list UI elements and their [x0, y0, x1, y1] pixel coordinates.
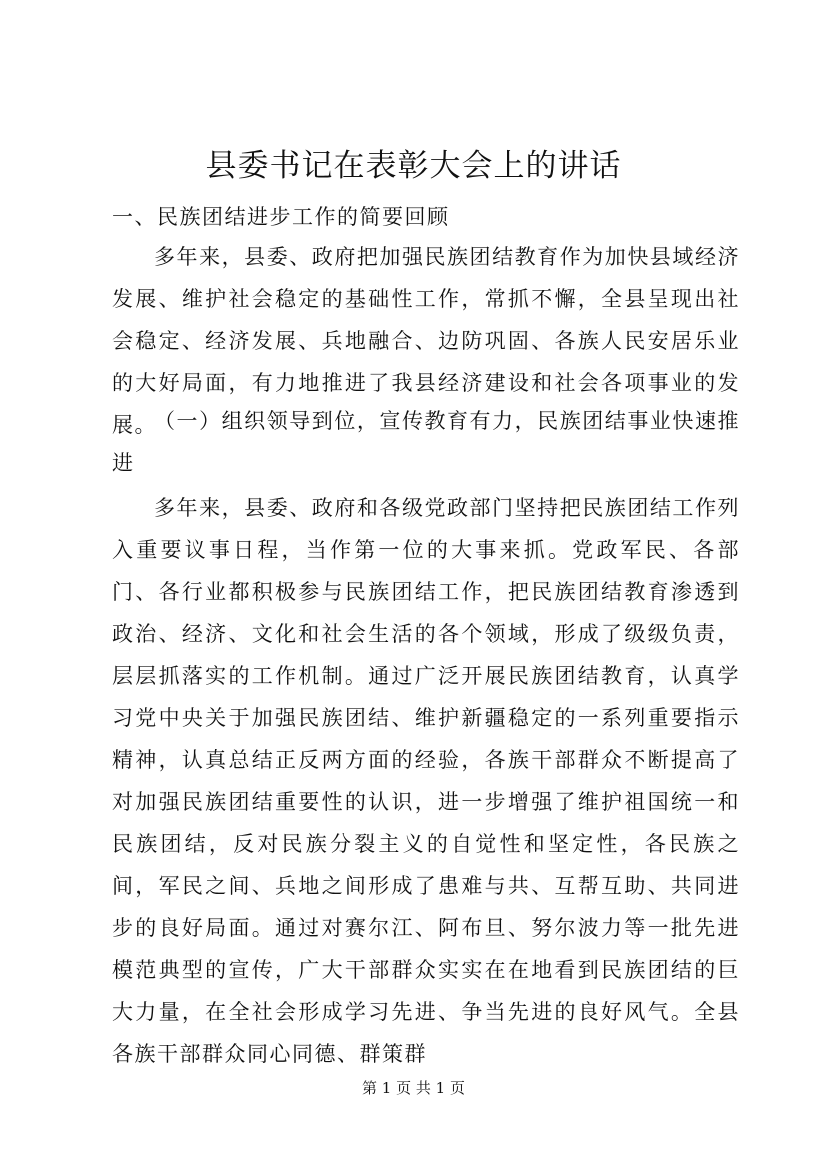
document-title: 县委书记在表彰大会上的讲话	[205, 148, 622, 184]
section-heading: 一、民族团结进步工作的简要回顾	[112, 205, 450, 229]
paragraph-2: 多年来，县委、政府和各级党政部门坚持把民族团结工作列入重要议事日程，当作第一位的大事来抓。党政军民、各部门、各行业都积极参与民族团结工作，把民族团结教育渗透到政治、经济、文化和社会生活的各个领域，形成了级级负责，层层抓落实的工作机制。通过广泛开展民族团结教育，认真学习党中央关于加强民族团结、维护新疆稳定的一系列重要指示精神，认真总结正反两方面的经验，各族干部群众不断提高了对加强民族团结重要性的认识，进一步增强了维护祖国统一和民族团结，反对民族分裂主义的自觉性和坚定性，各民族之间，军民之间、兵地之间形成了患难与共、互帮互助、共同进步的良好局面。通过对赛尔江、阿布旦、努尔波力等一批先进模范典型的宣传，广大干部群众实实在在地看到民族团结的巨大力量，在全社会形成学习先进、争当先进的良好风气。全县各族干部群众同心同德、群策群	[112, 496, 740, 1066]
page-number-footer: 第 1 页 共 1 页	[362, 1079, 465, 1097]
paragraph-1: 多年来，县委、政府把加强民族团结教育作为加快县域经济发展、维护社会稳定的基础性工作，常抓不懈，全县呈现出社会稳定、经济发展、兵地融合、边防巩固、各族人民安居乐业的大好局面，有力地推进了我县经济建设和社会各项事业的发展。	[112, 245, 740, 437]
subsection-heading: （一）组织领导到位，宣传教育有力，民族团结事业快速推进	[112, 409, 740, 475]
